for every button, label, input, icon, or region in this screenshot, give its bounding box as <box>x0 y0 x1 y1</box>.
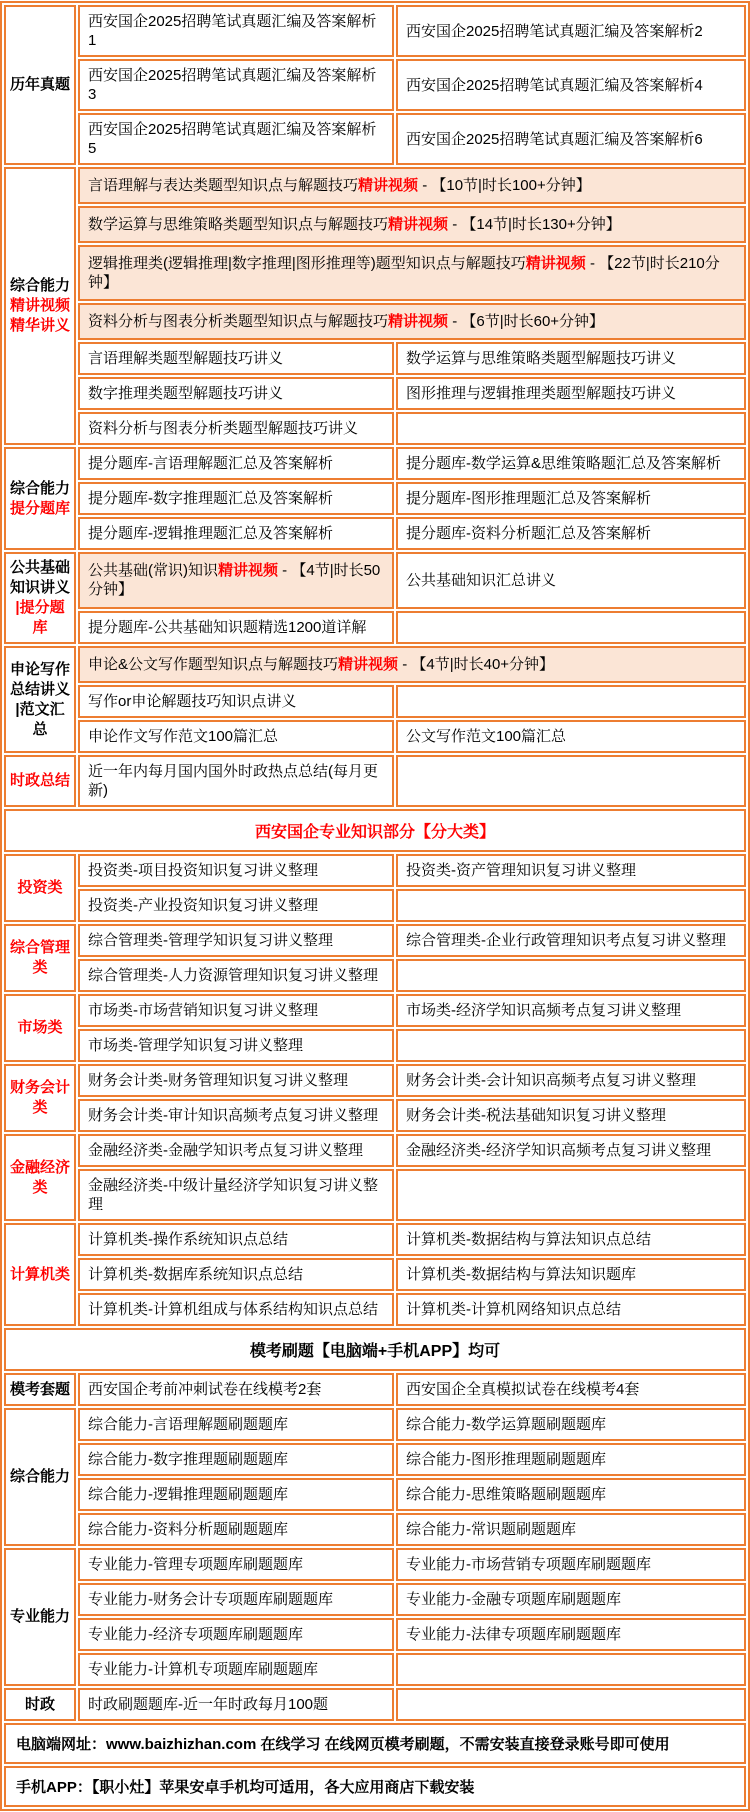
item-cell <box>78 412 394 445</box>
item-cell <box>78 206 746 243</box>
section-label <box>4 924 76 992</box>
item-cell <box>78 303 746 340</box>
item-cell <box>396 1293 746 1326</box>
item-text: 提分题库-资料分析题汇总及答案解析 <box>406 525 651 542</box>
section-label-line: 综合能力 <box>9 277 70 294</box>
item-text: 提分题库-公共基础知识题精选1200道详解 <box>88 618 367 636</box>
section-label-line: 财务会计 <box>9 1079 70 1096</box>
item-cell <box>78 1408 394 1441</box>
item-cell <box>78 552 394 609</box>
item-cell <box>396 611 746 644</box>
highlight-text: 精讲视频 <box>218 562 279 580</box>
item-text: 西安国企2025招聘笔试真题汇编及答案解析1 <box>88 13 377 49</box>
item-cell <box>78 1443 394 1476</box>
section-label <box>4 1688 76 1721</box>
item-text: 综合能力-言语理解题刷题题库 <box>88 1416 288 1433</box>
section-label-line: |范文汇总 <box>15 700 65 738</box>
banner-text: 电脑端网址：www.baizhizhan.com 在线学习 在线网页模考刷题，不需安装直接登录账号即可使用 <box>16 1736 670 1753</box>
item-text: 西安国企全真模拟试卷在线模考4套 <box>406 1381 640 1398</box>
item-cell <box>78 854 394 887</box>
item-cell <box>78 1134 394 1167</box>
highlight-text: 精讲视频 <box>388 313 449 330</box>
item-cell <box>78 1223 394 1256</box>
item-cell <box>396 755 746 807</box>
item-cell <box>396 854 746 887</box>
section-label <box>4 854 76 922</box>
highlight-text: 精讲视频 <box>358 177 419 194</box>
item-text: 计算机类-计算机组成与体系结构知识点总结 <box>88 1301 378 1318</box>
banner-text: 西安国企专业知识部分【分大类】 <box>254 824 495 841</box>
item-text: 数学运算与思维策略类题型解题技巧讲义 <box>406 350 677 367</box>
section-label-line: 提分题库 <box>9 499 70 517</box>
item-text: 专业能力-管理专项题库刷题题库 <box>88 1556 303 1573</box>
item-text: 财务会计类-财务管理知识复习讲义整理 <box>88 1072 348 1089</box>
item-cell <box>78 924 394 957</box>
section-label-line: 综合能力 <box>9 479 70 497</box>
item-text: 计算机类-数据结构与算法知识题库 <box>406 1266 636 1283</box>
section-banner <box>4 809 746 852</box>
item-cell <box>396 1653 746 1686</box>
section-label-line: 金融经济 <box>9 1158 70 1176</box>
item-cell <box>396 1513 746 1546</box>
item-text: 财务会计类-会计知识高频考点复习讲义整理 <box>406 1072 696 1089</box>
item-text: 专业能力-计算机专项题库刷题题库 <box>88 1661 318 1678</box>
section-label-line: 类 <box>32 1099 48 1116</box>
section-label-line: 总结讲义 <box>9 680 70 698</box>
item-text: - 【10节|时长100+分钟】 <box>418 177 591 194</box>
item-cell <box>396 1223 746 1256</box>
item-text: 西安国企2025招聘笔试真题汇编及答案解析3 <box>88 67 377 103</box>
item-text: 近一年内每月国内国外时政热点总结(每月更新) <box>88 763 378 799</box>
item-cell <box>78 1293 394 1326</box>
item-text: 逻辑推理类(逻辑推理|数字推理|图形推理等)题型知识点与解题技巧 <box>88 255 526 272</box>
item-text: 市场类-管理学知识复习讲义整理 <box>88 1037 303 1054</box>
section-label-line: 时政总结 <box>9 772 70 789</box>
item-cell <box>396 1134 746 1167</box>
section-label <box>4 552 76 644</box>
item-cell <box>396 5 746 57</box>
item-text: 提分题库-数字推理题汇总及答案解析 <box>88 490 333 507</box>
section-label <box>4 755 76 807</box>
section-label <box>4 1373 76 1406</box>
item-cell <box>78 1029 394 1062</box>
item-text: 写作or申论解题技巧知识点讲义 <box>88 693 297 710</box>
item-cell <box>78 342 394 375</box>
item-cell <box>396 1373 746 1406</box>
item-cell <box>78 720 394 753</box>
item-cell <box>78 482 394 515</box>
section-label <box>4 5 76 165</box>
item-text: 西安国企2025招聘笔试真题汇编及答案解析2 <box>406 22 703 40</box>
item-text: 投资类-资产管理知识复习讲义整理 <box>406 862 636 879</box>
item-text: 计算机类-数据库系统知识点总结 <box>88 1266 303 1283</box>
item-cell <box>78 447 394 480</box>
item-text: 综合管理类-人力资源管理知识复习讲义整理 <box>88 967 378 984</box>
item-text: 公共基础(常识)知识 <box>88 562 218 580</box>
item-text: 综合能力-图形推理题刷题题库 <box>406 1451 606 1468</box>
item-cell <box>78 1258 394 1291</box>
section-label-line: 历年真题 <box>9 76 70 93</box>
item-cell <box>396 1064 746 1097</box>
item-text: 综合能力-逻辑推理题刷题题库 <box>88 1486 288 1503</box>
item-cell <box>78 755 394 807</box>
item-cell <box>396 59 746 111</box>
item-text: 西安国企考前冲刺试卷在线模考2套 <box>88 1381 322 1398</box>
item-text: 西安国企2025招聘笔试真题汇编及答案解析5 <box>88 121 377 157</box>
item-text: 财务会计类-税法基础知识复习讲义整理 <box>406 1107 666 1124</box>
banner-text: 模考刷题【电脑端+手机APP】均可 <box>249 1343 501 1360</box>
item-text: 言语理解类题型解题技巧讲义 <box>88 350 284 367</box>
item-text: 专业能力-财务会计专项题库刷题题库 <box>88 1591 333 1608</box>
item-text: 综合能力-数学运算题刷题题库 <box>406 1416 606 1433</box>
section-label-line: 类 <box>32 1178 48 1196</box>
item-text: - 【14节|时长130+分钟】 <box>448 216 621 233</box>
item-text: 专业能力-市场营销专项题库刷题题库 <box>406 1556 651 1573</box>
item-text: 财务会计类-审计知识高频考点复习讲义整理 <box>88 1107 378 1124</box>
item-text: - 【22节|时长210分钟】 <box>88 255 720 291</box>
item-cell <box>396 1029 746 1062</box>
item-text: 金融经济类-中级计量经济学知识复习讲义整理 <box>88 1177 378 1213</box>
item-cell <box>78 1688 394 1721</box>
item-text: - 【4节|时长50分钟】 <box>88 562 381 599</box>
item-cell <box>396 412 746 445</box>
section-label <box>4 1548 76 1686</box>
item-cell <box>396 924 746 957</box>
section-label-line: 精讲视频 <box>9 297 70 314</box>
item-cell <box>78 1513 394 1546</box>
item-text: 综合能力-常识题刷题题库 <box>406 1521 576 1538</box>
item-cell <box>396 1443 746 1476</box>
item-cell <box>78 1618 394 1651</box>
item-text: 西安国企2025招聘笔试真题汇编及答案解析6 <box>406 130 703 148</box>
item-cell <box>396 1478 746 1511</box>
item-text: 提分题库-数学运算&思维策略题汇总及答案解析 <box>406 455 722 472</box>
item-cell <box>78 889 394 922</box>
item-cell <box>396 1408 746 1441</box>
section-label-line: 公共基础 <box>9 559 70 576</box>
item-cell <box>396 482 746 515</box>
section-label-line: 综合管理 <box>9 939 70 956</box>
item-cell <box>396 994 746 1027</box>
item-text: 公文写作范文100篇汇总 <box>406 728 567 745</box>
item-text: 数字推理类题型解题技巧讲义 <box>88 385 284 402</box>
section-label-line: 时政 <box>24 1695 55 1713</box>
item-text: 综合管理类-企业行政管理知识考点复习讲义整理 <box>406 932 726 949</box>
section-banner <box>4 1328 746 1371</box>
item-text: 西安国企2025招聘笔试真题汇编及答案解析4 <box>406 76 703 94</box>
item-cell <box>78 1583 394 1616</box>
item-cell <box>396 552 746 609</box>
item-cell <box>78 1169 394 1221</box>
highlight-text: 精讲视频 <box>388 216 449 233</box>
section-label-line: 专业能力 <box>9 1608 70 1625</box>
item-cell <box>78 1653 394 1686</box>
item-cell <box>396 1099 746 1132</box>
section-label-line: 知识讲义 <box>9 579 70 596</box>
item-cell <box>78 646 746 683</box>
item-cell <box>396 1169 746 1221</box>
item-cell <box>78 59 394 111</box>
section-label <box>4 1064 76 1132</box>
course-package-table <box>0 1 750 1811</box>
section-label <box>4 167 76 445</box>
section-label-line: 计算机类 <box>9 1265 70 1283</box>
banner-text: 手机APP：【职小灶】苹果安卓手机均可适用，各大应用商店下载安装 <box>16 1779 475 1796</box>
item-cell <box>396 889 746 922</box>
item-cell <box>78 1548 394 1581</box>
footer-note <box>4 1766 746 1807</box>
item-cell <box>396 1548 746 1581</box>
section-label <box>4 1223 76 1326</box>
item-cell <box>78 1478 394 1511</box>
item-cell <box>78 113 394 165</box>
item-text: 专业能力-法律专项题库刷题题库 <box>406 1626 621 1643</box>
section-label <box>4 1408 76 1546</box>
item-cell <box>78 994 394 1027</box>
item-cell <box>78 517 394 550</box>
item-text: 专业能力-金融专项题库刷题题库 <box>406 1591 621 1608</box>
item-cell <box>78 959 394 992</box>
item-cell <box>396 447 746 480</box>
footer-note <box>4 1723 746 1764</box>
item-text: 资料分析与图表分析类题型解题技巧讲义 <box>88 420 359 437</box>
item-text: 提分题库-言语理解题汇总及答案解析 <box>88 455 333 472</box>
item-text: 综合能力-数字推理题刷题题库 <box>88 1451 288 1468</box>
section-label-line: 投资类 <box>17 879 63 896</box>
item-text: 申论作文写作范文100篇汇总 <box>88 728 279 745</box>
item-text: 综合能力-资料分析题刷题题库 <box>88 1521 288 1538</box>
item-text: - 【6节|时长60+分钟】 <box>448 313 605 330</box>
item-cell <box>78 245 746 301</box>
item-cell <box>78 685 394 718</box>
section-label-line: 精华讲义 <box>9 317 70 334</box>
section-label-line: 类 <box>32 959 48 976</box>
item-text: 申论&公文写作题型知识点与解题技巧 <box>88 656 339 673</box>
item-text: 计算机类-操作系统知识点总结 <box>88 1231 288 1248</box>
item-text: 市场类-经济学知识高频考点复习讲义整理 <box>406 1002 681 1019</box>
item-text: 计算机类-数据结构与算法知识点总结 <box>406 1231 651 1248</box>
item-cell <box>396 377 746 410</box>
highlight-text: 精讲视频 <box>525 255 586 272</box>
item-cell <box>78 611 394 644</box>
item-cell <box>396 1583 746 1616</box>
item-cell <box>78 1099 394 1132</box>
item-text: 时政刷题题库-近一年时政每月100题 <box>88 1696 329 1713</box>
item-text: 金融经济类-金融学知识考点复习讲义整理 <box>88 1142 363 1159</box>
item-cell <box>396 342 746 375</box>
item-text: 言语理解与表达类题型知识点与解题技巧 <box>88 177 359 194</box>
section-label <box>4 1134 76 1221</box>
item-cell <box>396 517 746 550</box>
item-cell <box>78 5 394 57</box>
section-label <box>4 447 76 550</box>
item-text: 投资类-产业投资知识复习讲义整理 <box>88 897 318 914</box>
section-label-line: 市场类 <box>17 1019 63 1036</box>
section-label-line: 模考套题 <box>9 1380 70 1398</box>
item-cell <box>78 1373 394 1406</box>
item-text: 提分题库-逻辑推理题汇总及答案解析 <box>88 525 333 542</box>
section-label-line: |提分题库 <box>15 599 65 636</box>
item-text: 资料分析与图表分析类题型知识点与解题技巧 <box>88 313 389 330</box>
item-cell <box>396 1688 746 1721</box>
section-label-line: 申论写作 <box>9 660 70 678</box>
item-cell <box>78 1064 394 1097</box>
section-label <box>4 994 76 1062</box>
item-cell <box>396 720 746 753</box>
item-text: 综合管理类-管理学知识复习讲义整理 <box>88 932 333 949</box>
item-cell <box>396 959 746 992</box>
item-text: 市场类-市场营销知识复习讲义整理 <box>88 1002 318 1019</box>
item-cell <box>78 167 746 204</box>
section-label-line: 综合能力 <box>9 1468 70 1485</box>
item-text: 专业能力-经济专项题库刷题题库 <box>88 1626 303 1643</box>
item-text: 图形推理与逻辑推理类题型解题技巧讲义 <box>406 385 677 402</box>
item-text: 金融经济类-经济学知识高频考点复习讲义整理 <box>406 1142 711 1159</box>
item-text: 提分题库-图形推理题汇总及答案解析 <box>406 490 651 507</box>
item-cell <box>396 113 746 165</box>
item-text: 数学运算与思维策略类题型知识点与解题技巧 <box>88 216 389 233</box>
item-text: 计算机类-计算机网络知识点总结 <box>406 1301 621 1318</box>
item-text: 投资类-项目投资知识复习讲义整理 <box>88 862 318 879</box>
item-cell <box>396 1258 746 1291</box>
item-text: 综合能力-思维策略题刷题题库 <box>406 1486 606 1503</box>
item-text: - 【4节|时长40+分钟】 <box>398 656 555 673</box>
section-label <box>4 646 76 753</box>
item-cell <box>396 1618 746 1651</box>
item-cell <box>396 685 746 718</box>
item-cell <box>78 377 394 410</box>
item-text: 公共基础知识汇总讲义 <box>406 571 557 589</box>
highlight-text: 精讲视频 <box>338 656 399 673</box>
